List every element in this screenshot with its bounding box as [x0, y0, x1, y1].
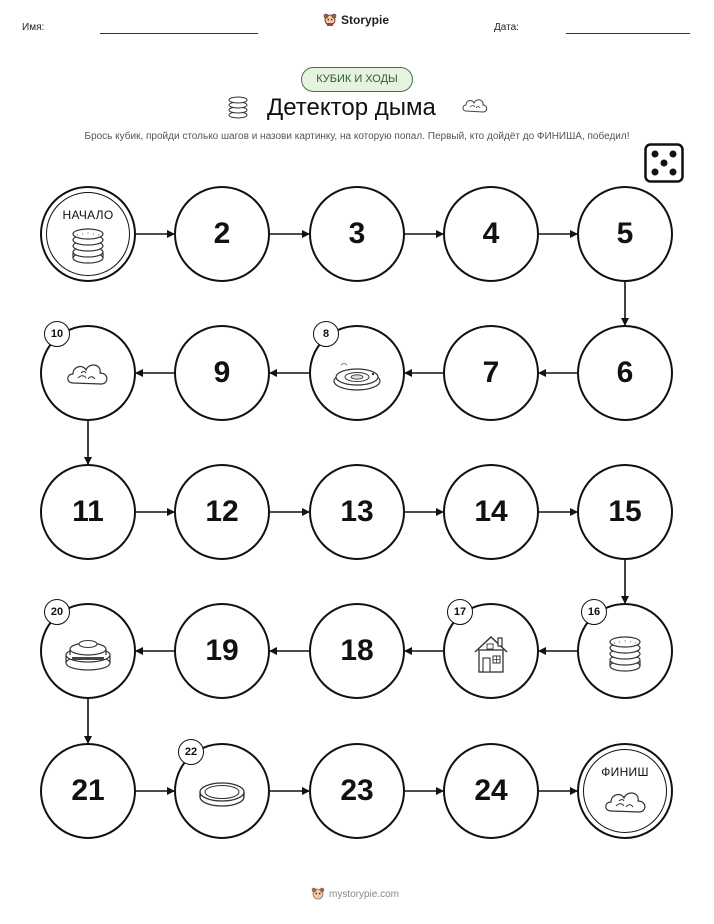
number-cell-5 — [577, 186, 673, 282]
number-cell-11 — [40, 464, 136, 560]
number-cell-3 — [309, 186, 405, 282]
date-label: Дата: — [494, 22, 519, 33]
cell-number: 3 — [348, 217, 366, 250]
stacked-detector-icon — [62, 633, 114, 678]
cell-number: 2 — [213, 217, 231, 250]
name-label: Имя: — [22, 22, 45, 33]
cell-number-badge: 20 — [44, 599, 70, 625]
ring-disk-icon — [197, 776, 247, 815]
start-cell — [40, 186, 136, 282]
coin-stack-icon — [606, 632, 644, 679]
bear-mascot-icon — [311, 887, 325, 901]
number-cell-4 — [443, 186, 539, 282]
number-cell-7 — [443, 325, 539, 421]
cell-number: 19 — [205, 634, 239, 667]
cell-number: 4 — [482, 217, 500, 250]
cell-number-badge: 16 — [581, 599, 607, 625]
footer-site: mystorypie.com — [329, 888, 400, 900]
cell-number-badge: 17 — [447, 599, 473, 625]
number-cell-2 — [174, 186, 270, 282]
cell-number: 18 — [340, 634, 374, 667]
start-label: НАЧАЛО — [62, 208, 114, 222]
cell-number: 23 — [340, 774, 374, 807]
smoke-detector-icon — [331, 355, 383, 400]
smoke-cloud-icon — [603, 787, 649, 824]
number-cell-12 — [174, 464, 270, 560]
finish-cell — [577, 743, 673, 839]
cell-number-badge: 22 — [178, 739, 204, 765]
cell-number: 12 — [205, 495, 239, 528]
instructions: Брось кубик, пройди столько шагов и назови картинку, на которую попал. Первый, кто дойдёт до ФИНИША, победил! — [84, 131, 630, 142]
cell-number-badge: 8 — [313, 321, 339, 347]
game-type-badge: КУБИК И ХОДЫ — [301, 67, 413, 92]
smoke-cloud-icon — [65, 359, 111, 396]
number-cell-9 — [174, 325, 270, 421]
cell-number: 9 — [213, 356, 231, 389]
number-cell-14 — [443, 464, 539, 560]
footer — [311, 887, 399, 901]
number-cell-24 — [443, 743, 539, 839]
cell-number: 11 — [72, 495, 104, 528]
number-cell-6 — [577, 325, 673, 421]
cell-number: 13 — [340, 495, 374, 528]
cell-number: 21 — [71, 774, 105, 807]
cell-number: 6 — [616, 356, 634, 389]
cell-number: 14 — [474, 495, 508, 528]
cell-number-badge: 10 — [44, 321, 70, 347]
coin-stack-icon — [69, 224, 107, 271]
cell-number: 24 — [474, 774, 508, 807]
number-cell-19 — [174, 603, 270, 699]
finish-label: ФИНИШ — [601, 765, 649, 779]
page-title: Детектор дыма — [267, 94, 436, 121]
number-cell-15 — [577, 464, 673, 560]
number-cell-18 — [309, 603, 405, 699]
number-cell-13 — [309, 464, 405, 560]
number-cell-21 — [40, 743, 136, 839]
number-cell-23 — [309, 743, 405, 839]
brand-name: Storypie — [341, 13, 390, 27]
cell-number: 5 — [616, 217, 634, 250]
cell-number: 15 — [608, 495, 642, 528]
cell-number: 7 — [482, 356, 500, 389]
house-icon — [471, 632, 511, 679]
